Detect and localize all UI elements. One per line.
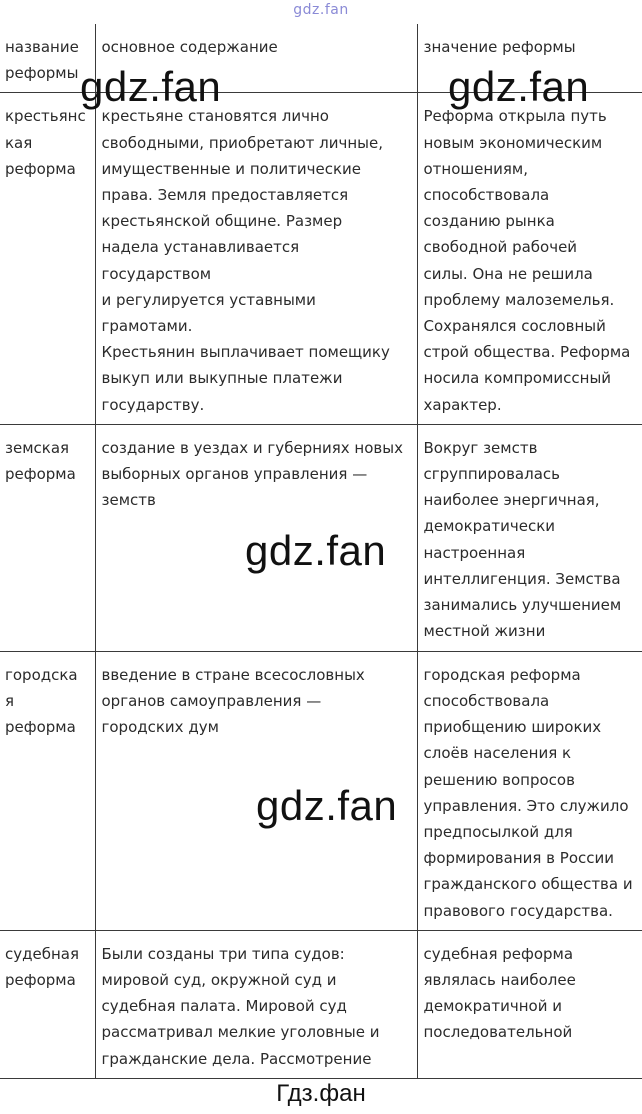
reform-content-cell: крестьяне становятся лично свободными, приобретают личные, имущественные и политические права. Земля предоставляется крестьянской общине. Размер надела устанавливается государством и регулируется уставными грамотами. Крестьянин выплачивает помещику выкуп или выкупные платежи государству. (95, 93, 417, 424)
table-row (0, 93, 642, 424)
header-content: основное содержание (95, 24, 417, 93)
reform-significance-cell: Реформа открыла путь новым экономическим отношениям, способствовала созданию рынка свободной рабочей силы. Она не решила проблему малоземелья. Сохранялся сословный строй общества. Реформа носила компромиссный характер. (417, 93, 642, 424)
reform-name-cell: судебная реформа (0, 930, 95, 1078)
reform-significance-cell: Вокруг земств сгруппировалась наиболее энергичная, демократически настроенная интеллигенция. Земства занимались улучшением местной жизни (417, 424, 642, 651)
watermark: gdz.fan (256, 782, 398, 829)
reform-name-cell: земская реформа (0, 424, 95, 651)
watermark: gdz.fan (80, 63, 222, 110)
reform-name-cell: городска я реформа (0, 651, 95, 930)
reform-content-cell: создание в уездах и губерниях новых выборных органов управления — земств (95, 424, 417, 651)
top-watermark: gdz.fan (293, 2, 349, 18)
header-significance: значение реформы (417, 24, 642, 93)
watermark: gdz.fan (245, 527, 387, 574)
reform-significance-cell: городская реформа способствовала приобщению широких слоёв населения к решению вопросов управления. Это служило предпосылкой для формирования в России гражданского общества и правового государства. (417, 651, 642, 930)
header-name: название реформы (0, 24, 95, 93)
reform-content-cell: Были созданы три типа судов: мировой суд, окружной суд и судебная палата. Мировой суд рассматривал мелкие уголовные и гражданские дела. Рассмотрение (95, 930, 417, 1078)
table-row (0, 930, 642, 1078)
watermark: gdz.fan (448, 63, 590, 110)
footer-watermark: Гдз.фан (276, 1080, 366, 1107)
reform-content-cell: введение в стране всесословных органов самоуправления — городских дум (95, 651, 417, 930)
reform-name-cell: крестьянс кая реформа (0, 93, 95, 424)
reform-significance-cell: судебная реформа являлась наиболее демократичной и последовательной (417, 930, 642, 1078)
